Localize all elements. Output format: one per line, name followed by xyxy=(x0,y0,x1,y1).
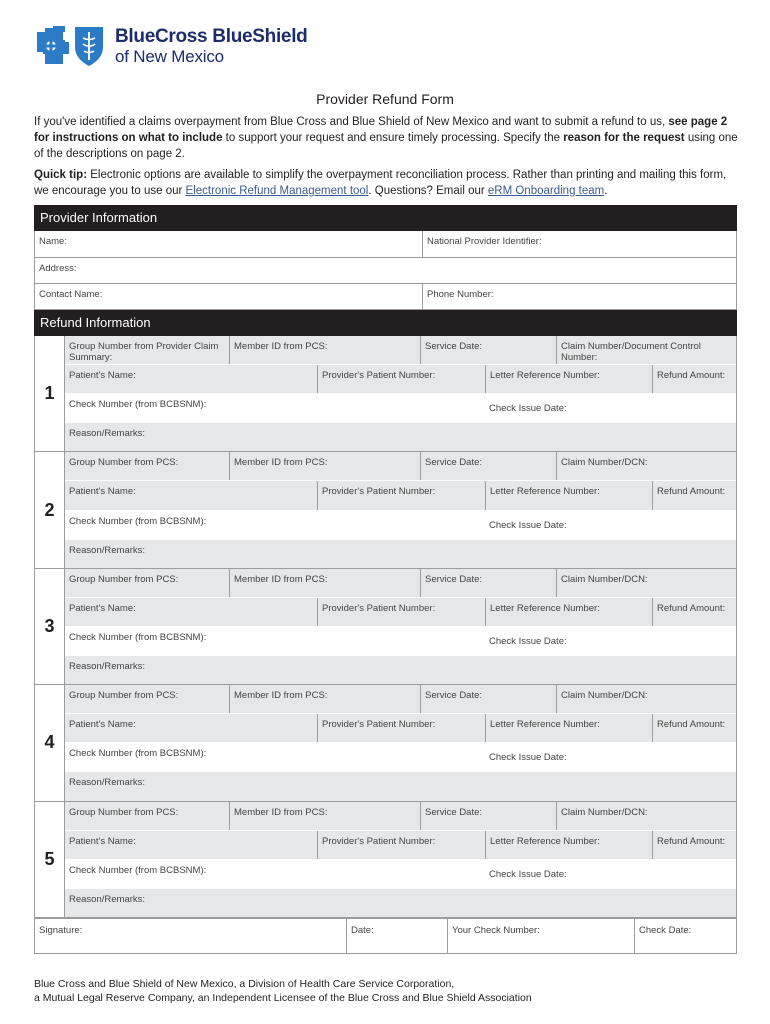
refund-row xyxy=(65,422,736,451)
refund-block xyxy=(34,685,737,801)
check-issue-date-field[interactable]: Check Issue Date: xyxy=(489,635,567,647)
refund-row xyxy=(65,393,736,422)
refund-block-number: 1 xyxy=(35,336,65,451)
address-field[interactable]: Address: xyxy=(39,263,77,274)
claim-number-field[interactable]: Claim Number/Document Control Number: xyxy=(556,336,736,364)
refund-row xyxy=(65,713,736,742)
service-date-field[interactable]: Service Date: xyxy=(420,452,556,480)
reason-remarks-field[interactable]: Reason/Remarks: xyxy=(69,661,146,673)
check-number-field[interactable]: Check Number (from BCBSNM): xyxy=(69,748,207,760)
footer-line1: Blue Cross and Blue Shield of New Mexico, a Division of Health Care Service Corporation, xyxy=(34,978,455,990)
check-number-field[interactable]: Check Number (from BCBSNM): xyxy=(69,864,207,876)
intro-bold-reason: reason for the request xyxy=(563,132,685,144)
patient-name-field[interactable]: Patient's Name: xyxy=(69,719,136,731)
reason-remarks-field[interactable]: Reason/Remarks: xyxy=(69,544,146,556)
footer xyxy=(34,977,532,1005)
refund-block-number: 2 xyxy=(35,452,65,567)
check-issue-date-field[interactable]: Check Issue Date: xyxy=(489,403,567,415)
refund-row xyxy=(65,597,736,626)
claim-number-field[interactable]: Claim Number/DCN: xyxy=(556,569,736,597)
refund-row xyxy=(65,685,736,713)
refund-row xyxy=(65,802,736,830)
refund-row xyxy=(65,859,736,888)
claim-number-field[interactable]: Claim Number/DCN: xyxy=(556,685,736,713)
provider-patient-number-field[interactable]: Provider's Patient Number: xyxy=(317,481,485,509)
erm-tool-link[interactable]: Electronic Refund Management tool xyxy=(185,185,369,197)
intro-text-segment: . xyxy=(604,185,608,197)
refund-row xyxy=(65,655,736,684)
form-title: Provider Refund Form xyxy=(316,91,454,107)
check-number-field[interactable]: Check Number (from BCBSNM): xyxy=(69,399,207,411)
refund-amount-field[interactable]: Refund Amount: xyxy=(652,598,736,626)
refund-row xyxy=(65,452,736,480)
refund-block-number: 5 xyxy=(35,802,65,917)
letter-reference-field[interactable]: Letter Reference Number: xyxy=(485,365,652,393)
erm-onboarding-link[interactable]: eRM Onboarding team xyxy=(487,185,605,197)
member-id-field[interactable]: Member ID from PCS: xyxy=(229,569,420,597)
intro-text-segment: If you've identified a claims overpayment from Blue Cross and Blue Shield of New Mexico and want to submit a refund to us, xyxy=(34,116,669,128)
refund-block xyxy=(34,802,737,918)
footer-line2: a Mutual Legal Reserve Company, an Independent Licensee of the Blue Cross and Blue Shield Association xyxy=(34,992,532,1004)
service-date-field[interactable]: Service Date: xyxy=(420,802,556,830)
letter-reference-field[interactable]: Letter Reference Number: xyxy=(485,598,652,626)
member-id-field[interactable]: Member ID from PCS: xyxy=(229,685,420,713)
group-number-field[interactable]: Group Number from PCS: xyxy=(69,806,179,818)
group-number-field[interactable]: Group Number from Provider Claim Summary: xyxy=(69,341,219,363)
intro-text-segment: using one of the descriptions on page 2. xyxy=(34,132,738,160)
refund-amount-field[interactable]: Refund Amount: xyxy=(652,481,736,509)
refund-table xyxy=(34,336,737,918)
member-id-field[interactable]: Member ID from PCS: xyxy=(229,452,420,480)
refund-row xyxy=(65,742,736,771)
patient-name-field[interactable]: Patient's Name: xyxy=(69,486,136,498)
group-number-field[interactable]: Group Number from PCS: xyxy=(69,690,179,702)
intro-paragraph-2 xyxy=(34,167,738,199)
refund-block xyxy=(34,452,737,568)
check-number-field[interactable]: Check Number (from BCBSNM): xyxy=(69,631,207,643)
intro-text-segment: . Questions? Email our xyxy=(368,185,488,197)
group-number-field[interactable]: Group Number from PCS: xyxy=(69,457,179,469)
provider-row xyxy=(35,257,736,283)
intro-text xyxy=(34,114,738,204)
refund-row xyxy=(65,480,736,509)
patient-name-field[interactable]: Patient's Name: xyxy=(69,370,136,382)
refund-block-number: 3 xyxy=(35,569,65,684)
intro-text-segment: Electronic options are available to simplify the overpayment reconciliation process. Rather than printing and mailing this form, we encourage you to use our xyxy=(34,169,727,197)
provider-info-table xyxy=(34,231,737,310)
provider-patient-number-field[interactable]: Provider's Patient Number: xyxy=(317,365,485,393)
cross-shield-icon xyxy=(33,24,109,68)
refund-row xyxy=(65,364,736,393)
letter-reference-field[interactable]: Letter Reference Number: xyxy=(485,831,652,859)
member-id-field[interactable]: Member ID from PCS: xyxy=(229,336,420,364)
check-issue-date-field[interactable]: Check Issue Date: xyxy=(489,752,567,764)
contact-name-field[interactable]: Contact Name: xyxy=(39,289,103,300)
service-date-field[interactable]: Service Date: xyxy=(420,685,556,713)
refund-row xyxy=(65,336,736,364)
logo-line1: BlueCross BlueShield xyxy=(115,26,308,47)
intro-paragraph-1 xyxy=(34,114,738,162)
provider-name-field[interactable]: Name: xyxy=(39,236,67,247)
check-issue-date-field[interactable]: Check Issue Date: xyxy=(489,868,567,880)
date-field[interactable]: Date: xyxy=(346,919,447,953)
member-id-field[interactable]: Member ID from PCS: xyxy=(229,802,420,830)
provider-row xyxy=(35,231,736,257)
refund-row xyxy=(65,569,736,597)
provider-patient-number-field[interactable]: Provider's Patient Number: xyxy=(317,714,485,742)
patient-name-field[interactable]: Patient's Name: xyxy=(69,602,136,614)
reason-remarks-field[interactable]: Reason/Remarks: xyxy=(69,428,146,440)
group-number-field[interactable]: Group Number from PCS: xyxy=(69,573,179,585)
check-number-field[interactable]: Check Number (from BCBSNM): xyxy=(69,515,207,527)
refund-row xyxy=(65,830,736,859)
intro-bold-instructions: see page 2 for instructions on what to include xyxy=(34,116,728,144)
check-date-field[interactable]: Check Date: xyxy=(634,919,736,953)
signature-row xyxy=(34,918,737,954)
refund-amount-field[interactable]: Refund Amount: xyxy=(652,831,736,859)
refund-amount-field[interactable]: Refund Amount: xyxy=(652,714,736,742)
letter-reference-field[interactable]: Letter Reference Number: xyxy=(485,714,652,742)
claim-number-field[interactable]: Claim Number/DCN: xyxy=(556,802,736,830)
provider-row xyxy=(35,283,736,309)
refund-row xyxy=(65,510,736,539)
service-date-field[interactable]: Service Date: xyxy=(420,336,556,364)
bcbsnm-logo xyxy=(33,24,308,68)
refund-amount-field[interactable]: Refund Amount: xyxy=(652,365,736,393)
refund-block xyxy=(34,336,737,452)
reason-remarks-field[interactable]: Reason/Remarks: xyxy=(69,777,146,789)
refund-row xyxy=(65,539,736,568)
refund-info-heading: Refund Information xyxy=(34,310,737,336)
reason-remarks-field[interactable]: Reason/Remarks: xyxy=(69,893,146,905)
refund-block-number: 4 xyxy=(35,685,65,800)
claim-number-field[interactable]: Claim Number/DCN: xyxy=(556,452,736,480)
intro-text-segment: to support your request and ensure timely processing. Specify the xyxy=(222,132,564,144)
provider-patient-number-field[interactable]: Provider's Patient Number: xyxy=(317,598,485,626)
refund-block xyxy=(34,569,737,685)
phone-number-field[interactable]: Phone Number: xyxy=(422,284,736,309)
provider-patient-number-field[interactable]: Provider's Patient Number: xyxy=(317,831,485,859)
letter-reference-field[interactable]: Letter Reference Number: xyxy=(485,481,652,509)
refund-row xyxy=(65,626,736,655)
patient-name-field[interactable]: Patient's Name: xyxy=(69,835,136,847)
check-issue-date-field[interactable]: Check Issue Date: xyxy=(489,519,567,531)
quick-tip-label: Quick tip: xyxy=(34,169,88,181)
npi-field[interactable]: National Provider Identifier: xyxy=(422,231,736,257)
provider-info-heading: Provider Information xyxy=(34,205,737,231)
refund-row xyxy=(65,888,736,917)
service-date-field[interactable]: Service Date: xyxy=(420,569,556,597)
logo-line2: of New Mexico xyxy=(115,47,224,66)
signature-field[interactable]: Signature: xyxy=(39,925,83,936)
refund-row xyxy=(65,771,736,800)
your-check-number-field[interactable]: Your Check Number: xyxy=(447,919,634,953)
